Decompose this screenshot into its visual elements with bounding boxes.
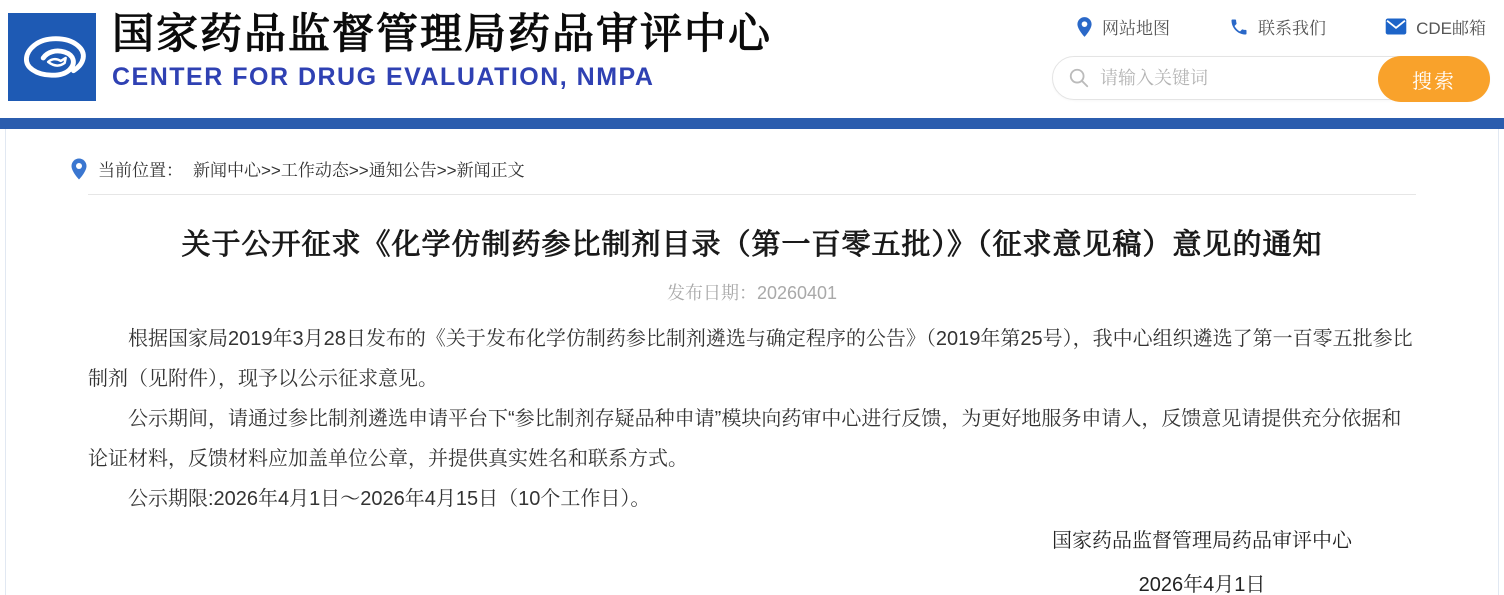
publish-date-label: 发布日期：: [666, 283, 757, 303]
article-paragraph-2: 公示期间，请通过参比制剂遴选申请平台下“参比制剂存疑品种申请”模块向药审中心进行反馈，为更好地服务申请人，反馈意见请提供充分依据和论证材料，反馈材料应加盖单位公章，并提供真实姓名和联系方式。: [88, 408, 1402, 470]
publish-date-value: 20260401: [756, 283, 838, 303]
article-title: 关于公开征求《化学仿制药参比制剂目录（第一百零五批）》（征求意见稿）意见的通知: [181, 229, 1323, 261]
site-title-cn: 国家药品监督管理局药品审评中心: [112, 10, 773, 57]
breadcrumb-prefix: 当前位置：: [98, 161, 183, 180]
top-links-nav: [1052, 14, 1490, 39]
header-divider-bar: [0, 118, 1504, 129]
article-paragraph-1: 根据国家局2019年3月28日发布的《关于发布化学仿制药参比制剂遴选与确定程序的公告》（2019年第25号），我中心组织遴选了第一百零五批参比制剂（见附件），现予以公示征求意见。: [88, 328, 1413, 390]
breadcrumb: [70, 129, 1416, 181]
signature-date: 2026年4月1日: [1138, 574, 1266, 595]
mailbox-link[interactable]: [1385, 14, 1486, 39]
signature-org: 国家药品监督管理局药品审评中心: [1052, 530, 1352, 552]
mail-icon: [1385, 18, 1407, 35]
breadcrumb-path[interactable]: 新闻中心>>工作动态>>通知公告>>新闻正文: [193, 161, 525, 180]
cde-logo-icon: [8, 13, 96, 101]
location-pin-icon: [1076, 16, 1093, 38]
header-right: [1052, 14, 1490, 100]
sitemap-link-label: 网站地图: [1102, 19, 1170, 38]
search-bar: [1052, 56, 1490, 100]
sitemap-link[interactable]: [1076, 14, 1170, 39]
publish-date: [88, 279, 1416, 305]
brand-block: [112, 10, 772, 92]
contact-link[interactable]: [1229, 14, 1326, 39]
article-paragraph-3: 公示期限:2026年4月1日～2026年4月15日（10个工作日）。: [128, 488, 651, 510]
breadcrumb-pin-icon: [70, 157, 88, 181]
signature-inner: [1052, 525, 1352, 595]
signature-block: [88, 525, 1416, 595]
site-title-en: CENTER FOR DRUG EVALUATION, NMPA: [112, 63, 655, 92]
search-button[interactable]: 搜索: [1378, 56, 1490, 102]
article-body: [88, 319, 1416, 519]
breadcrumb-divider: [88, 194, 1416, 195]
phone-icon: [1229, 17, 1249, 37]
search-icon: [1068, 67, 1090, 89]
contact-link-label: 联系我们: [1258, 19, 1327, 38]
mailbox-link-label: CDE邮箱: [1416, 19, 1486, 38]
content-panel: [5, 129, 1499, 595]
site-header: [0, 0, 1504, 118]
